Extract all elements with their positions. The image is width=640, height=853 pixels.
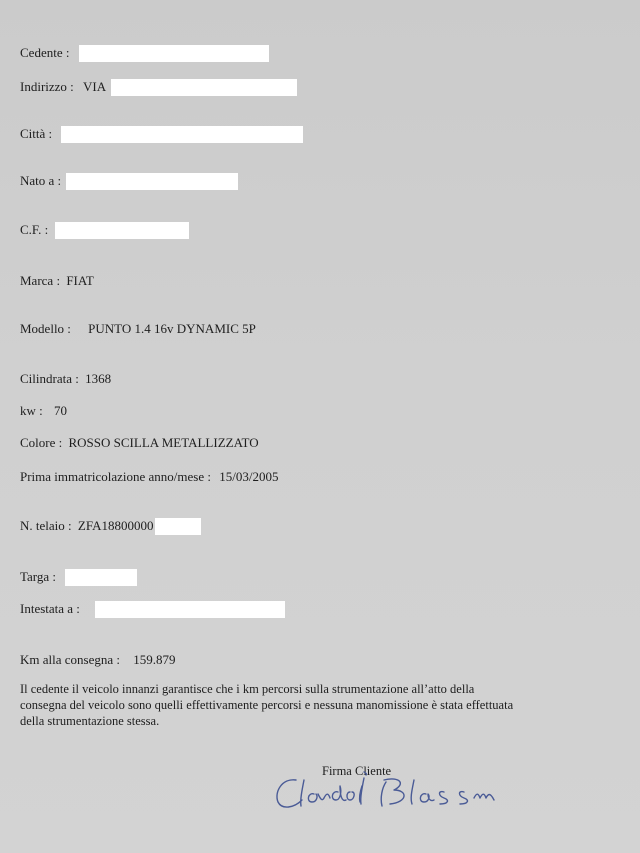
colore-label: Colore :: [20, 435, 63, 451]
indirizzo-value: VIA: [83, 79, 107, 95]
nato-label: Nato a :: [20, 173, 62, 189]
cilindrata-value: 1368: [85, 371, 112, 387]
km-value: 159.879: [133, 652, 176, 668]
intestata-redaction: [95, 601, 285, 618]
field-cf: [20, 221, 189, 239]
indirizzo-label: Indirizzo :: [20, 79, 74, 95]
cedente-redaction: [79, 45, 269, 62]
statement-line-1: Il cedente il veicolo innanzi garantisce che i km percorsi sulla strumentazione all’atto della: [20, 682, 475, 696]
citta-redaction: [61, 126, 303, 143]
cf-redaction: [55, 222, 189, 239]
telaio-value: ZFA18800000: [77, 518, 154, 534]
field-cilindrata: [20, 370, 111, 387]
cilindrata-label: Cilindrata :: [20, 371, 79, 387]
colore-value: ROSSO SCILLA METALLIZZATO: [68, 435, 259, 451]
km-label: Km alla consegna :: [20, 652, 120, 668]
kw-label: kw :: [20, 403, 43, 419]
field-indirizzo: [20, 78, 297, 96]
mileage-statement: [20, 681, 620, 729]
kw-value: 70: [54, 403, 67, 419]
cedente-label: Cedente :: [20, 45, 70, 61]
nato-redaction: [66, 173, 238, 190]
citta-label: Città :: [20, 126, 53, 142]
telaio-redaction: [155, 518, 201, 535]
field-prima-immatricolazione: [20, 468, 278, 485]
prima-immatricolazione-value: 15/03/2005: [219, 469, 279, 485]
modello-value: PUNTO 1.4 16v DYNAMIC 5P: [88, 321, 256, 337]
targa-label: Targa :: [20, 569, 57, 585]
cf-label: C.F. :: [20, 222, 49, 238]
field-telaio: [20, 517, 201, 535]
field-intestata: [20, 600, 285, 618]
field-citta: [20, 125, 303, 143]
statement-line-3: della strumentazione stessa.: [20, 714, 160, 728]
intestata-label: Intestata a :: [20, 601, 80, 617]
field-targa: [20, 568, 137, 586]
field-modello: [20, 320, 256, 337]
indirizzo-redaction: [111, 79, 297, 96]
marca-label: Marca :: [20, 273, 61, 289]
signature-label: Firma Cliente: [322, 764, 392, 778]
field-kw: [20, 402, 67, 419]
statement-line-2: consegna del veicolo sono quelli effettivamente percorsi e nessuna manomissione è stata effettuata: [20, 698, 514, 712]
field-nato: [20, 172, 238, 190]
field-colore: [20, 434, 259, 451]
marca-value: FIAT: [66, 273, 94, 289]
field-cedente: [20, 44, 269, 62]
telaio-label: N. telaio :: [20, 518, 72, 534]
modello-label: Modello :: [20, 321, 71, 337]
prima-immatricolazione-label: Prima immatricolazione anno/mese :: [20, 469, 211, 485]
field-marca: [20, 272, 94, 289]
targa-redaction: [65, 569, 137, 586]
handwritten-signature: [268, 768, 518, 818]
field-km: [20, 651, 176, 668]
